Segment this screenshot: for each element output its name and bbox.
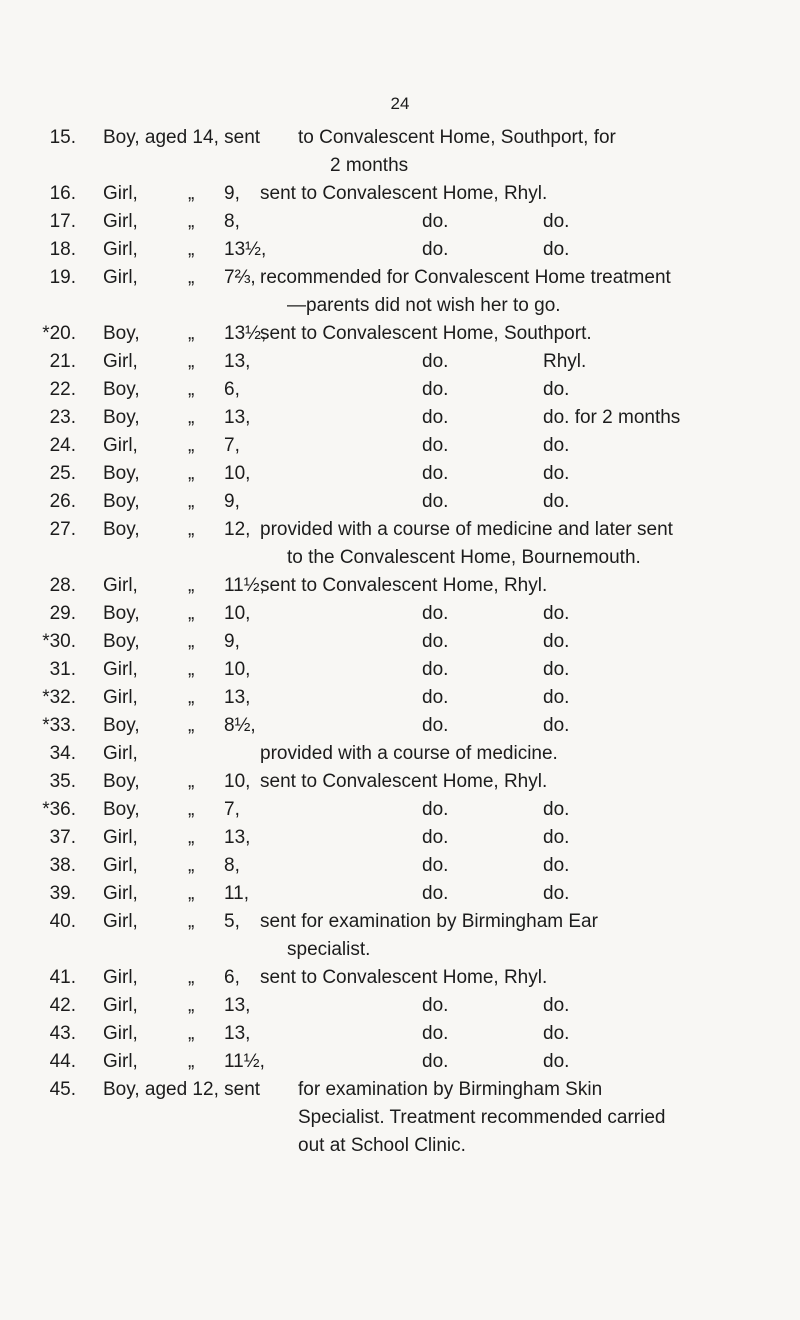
entry-number: 21.	[49, 351, 76, 372]
entry-number: 28.	[49, 575, 76, 596]
ditto-do-destination: do.	[543, 603, 570, 624]
entry-row	[0, 320, 800, 348]
ditto-mark: „	[188, 1023, 195, 1044]
page-number: 24	[390, 94, 410, 113]
entry-child: Girl,	[103, 659, 138, 680]
ditto-do-destination: Rhyl.	[543, 351, 587, 372]
entry-age: 13,	[224, 407, 251, 428]
entry-child: Girl,	[103, 1023, 138, 1044]
entry-child: Girl,	[103, 575, 138, 596]
entry-number: *20.	[42, 323, 76, 344]
entry-number: 43.	[49, 1023, 76, 1044]
entry-age: 11½,	[224, 575, 265, 596]
entry-description-cont: out at School Clinic.	[298, 1135, 466, 1156]
entry-row	[0, 460, 800, 488]
ditto-mark: „	[188, 995, 195, 1016]
entry-row	[0, 516, 800, 572]
entry-age: 5,	[224, 911, 240, 932]
entry-number: 45.	[49, 1079, 76, 1100]
entry-number: 39.	[49, 883, 76, 904]
entry-row	[0, 376, 800, 404]
ditto-do: do.	[422, 463, 449, 484]
ditto-do: do.	[422, 827, 449, 848]
ditto-do-destination: do.	[543, 463, 570, 484]
entry-number: 38.	[49, 855, 76, 876]
ditto-mark: „	[188, 631, 195, 652]
entry-age: 12,	[224, 519, 251, 540]
entry-child: Boy,	[103, 519, 140, 540]
entry-child: Boy,	[103, 491, 140, 512]
entry-child: Girl,	[103, 883, 138, 904]
entry-description-cont: —parents did not wish her to go.	[287, 295, 561, 316]
entry-number: *30.	[42, 631, 76, 652]
entry-age: 6,	[224, 379, 240, 400]
ditto-do: do.	[422, 239, 449, 260]
entry-child: Girl,	[103, 435, 138, 456]
ditto-do: do.	[422, 211, 449, 232]
entry-child: Girl,	[103, 239, 138, 260]
ditto-do-destination: do.	[543, 435, 570, 456]
entry-row	[0, 740, 800, 768]
entry-number: *32.	[42, 687, 76, 708]
entry-age: 9,	[224, 183, 240, 204]
entry-child: Boy, aged 12, sent	[103, 1079, 261, 1100]
ditto-do-destination: do.	[543, 211, 570, 232]
entry-row	[0, 236, 800, 264]
entry-age: 8½,	[224, 715, 256, 736]
entry-number: 29.	[49, 603, 76, 624]
entry-description: recommended for Convalescent Home treatment	[260, 267, 671, 288]
ditto-do-destination: do.	[543, 883, 570, 904]
ditto-mark: „	[188, 267, 195, 288]
entry-description: provided with a course of medicine.	[260, 743, 558, 764]
ditto-do: do.	[422, 855, 449, 876]
entry-row	[0, 208, 800, 236]
ditto-do: do.	[422, 631, 449, 652]
entry-age: 13,	[224, 995, 251, 1016]
entry-number: 34.	[49, 743, 76, 764]
entry-child: Girl,	[103, 995, 138, 1016]
ditto-mark: „	[188, 435, 195, 456]
entry-description: provided with a course of medicine and later sent	[260, 519, 673, 540]
ditto-do-destination: do.	[543, 491, 570, 512]
ditto-do-destination: do.	[543, 855, 570, 876]
ditto-mark: „	[188, 911, 195, 932]
entry-description-cont: 2 months	[330, 155, 409, 176]
ditto-do-destination: do. for 2 months	[543, 407, 681, 428]
entry-child: Girl,	[103, 687, 138, 708]
entry-number: 42.	[49, 995, 76, 1016]
entry-age: 13,	[224, 1023, 251, 1044]
ditto-mark: „	[188, 603, 195, 624]
entry-row	[0, 572, 800, 600]
ditto-do-destination: do.	[543, 631, 570, 652]
ditto-mark: „	[188, 239, 195, 260]
ditto-do: do.	[422, 491, 449, 512]
entry-row	[0, 824, 800, 852]
entry-number: 27.	[49, 519, 76, 540]
entry-age: 13½,	[224, 239, 267, 260]
ditto-mark: „	[188, 491, 195, 512]
ditto-mark: „	[188, 323, 195, 344]
entry-row	[0, 684, 800, 712]
entry-description: sent to Convalescent Home, Rhyl.	[260, 183, 548, 204]
entry-row	[0, 712, 800, 740]
entry-number: 17.	[49, 211, 76, 232]
entry-description: for examination by Birmingham Skin	[298, 1079, 603, 1100]
entry-row	[0, 1048, 800, 1076]
entry-child: Girl,	[103, 351, 138, 372]
entry-age: 9,	[224, 631, 240, 652]
entry-number: 23.	[49, 407, 76, 428]
entry-row	[0, 348, 800, 376]
ditto-mark: „	[188, 351, 195, 372]
entry-number: 15.	[49, 127, 76, 148]
entry-child: Boy,	[103, 463, 140, 484]
entry-row	[0, 124, 800, 180]
entry-description-cont: Specialist. Treatment recommended carried	[298, 1107, 666, 1128]
entry-row	[0, 628, 800, 656]
ditto-do-destination: do.	[543, 799, 570, 820]
entry-age: 13½,	[224, 323, 267, 344]
entry-number: *33.	[42, 715, 76, 736]
ditto-do-destination: do.	[543, 239, 570, 260]
entry-number: 41.	[49, 967, 76, 988]
ditto-mark: „	[188, 211, 195, 232]
entry-row	[0, 880, 800, 908]
ditto-mark: „	[188, 407, 195, 428]
entry-child: Boy,	[103, 631, 140, 652]
ditto-mark: „	[188, 575, 195, 596]
entry-age: 10,	[224, 463, 251, 484]
entry-row	[0, 656, 800, 684]
entry-number: 26.	[49, 491, 76, 512]
entry-row	[0, 964, 800, 992]
ditto-do: do.	[422, 687, 449, 708]
ditto-do: do.	[422, 883, 449, 904]
entry-child: Boy,	[103, 715, 140, 736]
entry-age: 10,	[224, 771, 251, 792]
ditto-do: do.	[422, 659, 449, 680]
ditto-mark: „	[188, 855, 195, 876]
ditto-mark: „	[188, 827, 195, 848]
entry-description-cont: specialist.	[287, 939, 371, 960]
entry-row	[0, 796, 800, 824]
entry-row	[0, 852, 800, 880]
ditto-do: do.	[422, 351, 449, 372]
entry-row	[0, 992, 800, 1020]
ditto-do: do.	[422, 379, 449, 400]
ditto-mark: „	[188, 687, 195, 708]
ditto-do: do.	[422, 435, 449, 456]
entry-child: Girl,	[103, 211, 138, 232]
entry-child: Boy,	[103, 771, 140, 792]
entry-age: 10,	[224, 603, 251, 624]
entry-child: Boy,	[103, 407, 140, 428]
entry-child: Girl,	[103, 855, 138, 876]
entry-row	[0, 600, 800, 628]
ditto-mark: „	[188, 519, 195, 540]
ditto-do: do.	[422, 799, 449, 820]
entry-row	[0, 432, 800, 460]
ditto-mark: „	[188, 379, 195, 400]
entry-number: 31.	[49, 659, 76, 680]
entry-age: 9,	[224, 491, 240, 512]
entry-age: 8,	[224, 855, 240, 876]
entry-child: Girl,	[103, 267, 138, 288]
ditto-do: do.	[422, 1051, 449, 1072]
entry-row	[0, 404, 800, 432]
ditto-do-destination: do.	[543, 1023, 570, 1044]
entry-child: Girl,	[103, 827, 138, 848]
ditto-do: do.	[422, 715, 449, 736]
entry-description: sent to Convalescent Home, Rhyl.	[260, 575, 548, 596]
entry-age: 6,	[224, 967, 240, 988]
ditto-mark: „	[188, 715, 195, 736]
entry-number: 25.	[49, 463, 76, 484]
entry-row	[0, 908, 800, 964]
entry-age: 10,	[224, 659, 251, 680]
entry-row	[0, 768, 800, 796]
entry-child: Boy,	[103, 379, 140, 400]
ditto-do: do.	[422, 1023, 449, 1044]
ditto-mark: „	[188, 659, 195, 680]
ditto-mark: „	[188, 463, 195, 484]
entry-description-cont: to the Convalescent Home, Bournemouth.	[287, 547, 641, 568]
ditto-do: do.	[422, 995, 449, 1016]
ditto-do-destination: do.	[543, 687, 570, 708]
entry-description: sent to Convalescent Home, Rhyl.	[260, 771, 548, 792]
entry-row	[0, 488, 800, 516]
entry-description: sent for examination by Birmingham Ear	[260, 911, 598, 932]
entry-number: 16.	[49, 183, 76, 204]
entry-number: *36.	[42, 799, 76, 820]
ditto-do-destination: do.	[543, 715, 570, 736]
entry-child: Girl,	[103, 183, 138, 204]
entry-age: 7⅔,	[224, 267, 256, 288]
ditto-mark: „	[188, 183, 195, 204]
ditto-do-destination: do.	[543, 995, 570, 1016]
entry-number: 35.	[49, 771, 76, 792]
ditto-mark: „	[188, 771, 195, 792]
ditto-mark: „	[188, 1051, 195, 1072]
ditto-do-destination: do.	[543, 827, 570, 848]
entry-number: 24.	[49, 435, 76, 456]
ditto-mark: „	[188, 967, 195, 988]
entry-list	[0, 124, 800, 1160]
ditto-mark: „	[188, 883, 195, 904]
entry-row	[0, 180, 800, 208]
entry-number: 22.	[49, 379, 76, 400]
entry-age: 13,	[224, 827, 251, 848]
entry-child: Boy,	[103, 323, 140, 344]
entry-number: 19.	[49, 267, 76, 288]
entry-age: 11½,	[224, 1051, 265, 1072]
entry-child: Boy,	[103, 603, 140, 624]
entry-description: sent to Convalescent Home, Rhyl.	[260, 967, 548, 988]
entry-child: Boy, aged 14, sent	[103, 127, 261, 148]
entry-age: 7,	[224, 799, 240, 820]
ditto-do-destination: do.	[543, 1051, 570, 1072]
entry-age: 8,	[224, 211, 240, 232]
entry-age: 13,	[224, 687, 251, 708]
ditto-do-destination: do.	[543, 379, 570, 400]
entry-row	[0, 1020, 800, 1048]
entry-row	[0, 264, 800, 320]
entry-age: 13,	[224, 351, 251, 372]
entry-age: 7,	[224, 435, 240, 456]
ditto-do: do.	[422, 407, 449, 428]
entry-child: Girl,	[103, 743, 138, 764]
entry-description: to Convalescent Home, Southport, for	[298, 127, 616, 148]
entry-number: 18.	[49, 239, 76, 260]
entry-child: Girl,	[103, 967, 138, 988]
entry-description: sent to Convalescent Home, Southport.	[260, 323, 592, 344]
entry-child: Boy,	[103, 799, 140, 820]
entry-child: Girl,	[103, 1051, 138, 1072]
entry-number: 37.	[49, 827, 76, 848]
ditto-do: do.	[422, 603, 449, 624]
entry-age: 11,	[224, 883, 250, 904]
entry-number: 44.	[49, 1051, 76, 1072]
ditto-do-destination: do.	[543, 659, 570, 680]
entry-child: Girl,	[103, 911, 138, 932]
ditto-mark: „	[188, 799, 195, 820]
entry-number: 40.	[49, 911, 76, 932]
entry-row	[0, 1076, 800, 1160]
